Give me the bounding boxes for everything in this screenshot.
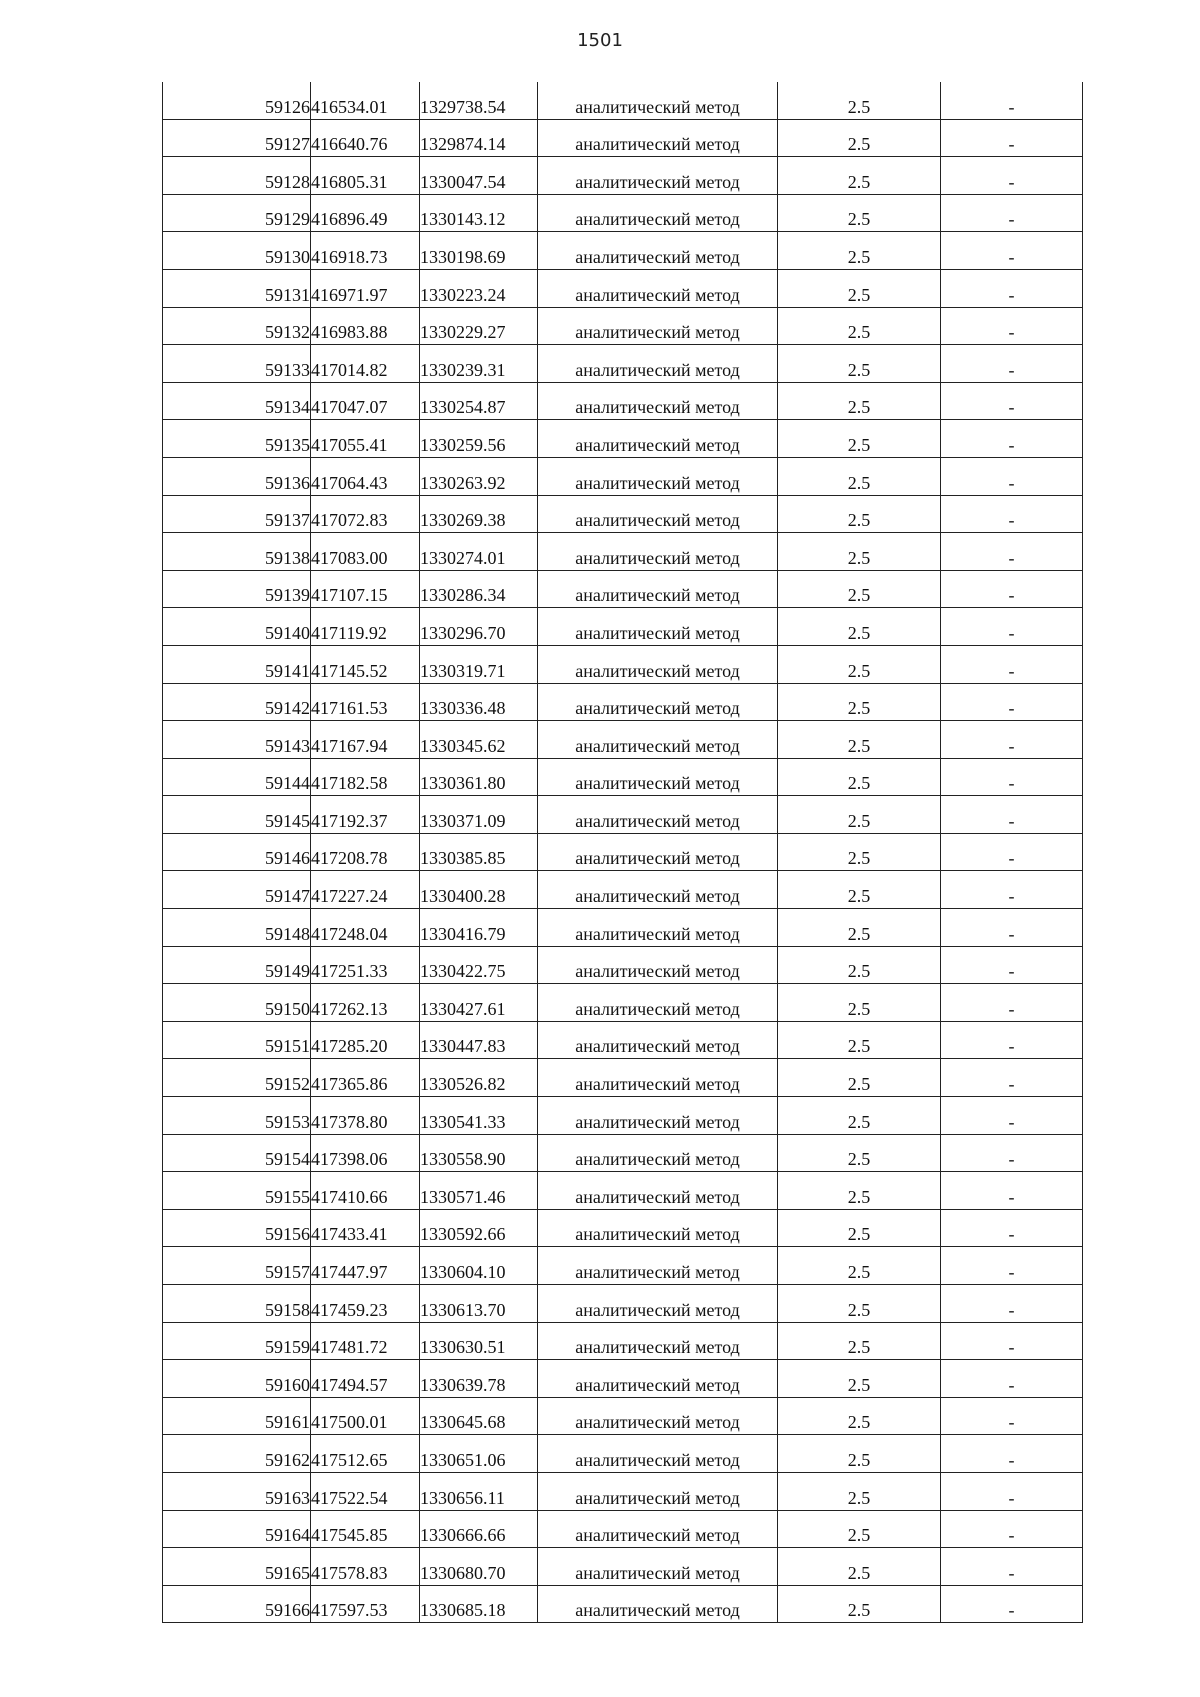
y-coordinate-cell: 1330371.09 bbox=[420, 796, 538, 834]
y-coordinate-cell: 1330416.79 bbox=[420, 909, 538, 947]
x-coordinate-cell: 416971.97 bbox=[311, 269, 420, 307]
point-number-cell: 59131 bbox=[163, 269, 311, 307]
table-row bbox=[163, 1548, 1083, 1586]
method-cell: аналитический метод bbox=[538, 833, 778, 871]
table-row bbox=[163, 1585, 1083, 1623]
note-cell: - bbox=[941, 1510, 1083, 1548]
accuracy-cell: 2.5 bbox=[778, 269, 941, 307]
y-coordinate-cell: 1330666.66 bbox=[420, 1510, 538, 1548]
method-cell: аналитический метод bbox=[538, 1360, 778, 1398]
x-coordinate-cell: 417119.92 bbox=[311, 608, 420, 646]
method-cell: аналитический метод bbox=[538, 871, 778, 909]
accuracy-cell: 2.5 bbox=[778, 1585, 941, 1623]
table-row bbox=[163, 683, 1083, 721]
point-number-cell: 59159 bbox=[163, 1322, 311, 1360]
x-coordinate-cell: 417398.06 bbox=[311, 1134, 420, 1172]
accuracy-cell: 2.5 bbox=[778, 1021, 941, 1059]
x-coordinate-cell: 417182.58 bbox=[311, 758, 420, 796]
point-number-cell: 59140 bbox=[163, 608, 311, 646]
note-cell: - bbox=[941, 608, 1083, 646]
note-cell: - bbox=[941, 1360, 1083, 1398]
note-cell: - bbox=[941, 570, 1083, 608]
note-cell: - bbox=[941, 1435, 1083, 1473]
method-cell: аналитический метод bbox=[538, 946, 778, 984]
accuracy-cell: 2.5 bbox=[778, 382, 941, 420]
table-row bbox=[163, 608, 1083, 646]
point-number-cell: 59132 bbox=[163, 307, 311, 345]
x-coordinate-cell: 417145.52 bbox=[311, 645, 420, 683]
y-coordinate-cell: 1330645.68 bbox=[420, 1397, 538, 1435]
accuracy-cell: 2.5 bbox=[778, 1548, 941, 1586]
x-coordinate-cell: 417378.80 bbox=[311, 1097, 420, 1135]
x-coordinate-cell: 417014.82 bbox=[311, 345, 420, 383]
point-number-cell: 59137 bbox=[163, 495, 311, 533]
note-cell: - bbox=[941, 1285, 1083, 1323]
note-cell: - bbox=[941, 307, 1083, 345]
point-number-cell: 59147 bbox=[163, 871, 311, 909]
table-row bbox=[163, 1510, 1083, 1548]
method-cell: аналитический метод bbox=[538, 909, 778, 947]
x-coordinate-cell: 417083.00 bbox=[311, 533, 420, 571]
method-cell: аналитический метод bbox=[538, 457, 778, 495]
point-number-cell: 59128 bbox=[163, 157, 311, 195]
point-number-cell: 59130 bbox=[163, 232, 311, 270]
x-coordinate-cell: 417522.54 bbox=[311, 1472, 420, 1510]
x-coordinate-cell: 417494.57 bbox=[311, 1360, 420, 1398]
table-row bbox=[163, 1134, 1083, 1172]
method-cell: аналитический метод bbox=[538, 1209, 778, 1247]
note-cell: - bbox=[941, 721, 1083, 759]
accuracy-cell: 2.5 bbox=[778, 1397, 941, 1435]
table-row bbox=[163, 833, 1083, 871]
table-row bbox=[163, 345, 1083, 383]
note-cell: - bbox=[941, 1548, 1083, 1586]
table-row bbox=[163, 796, 1083, 834]
note-cell: - bbox=[941, 1097, 1083, 1135]
x-coordinate-cell: 417447.97 bbox=[311, 1247, 420, 1285]
method-cell: аналитический метод bbox=[538, 119, 778, 157]
x-coordinate-cell: 417500.01 bbox=[311, 1397, 420, 1435]
y-coordinate-cell: 1330613.70 bbox=[420, 1285, 538, 1323]
x-coordinate-cell: 417512.65 bbox=[311, 1435, 420, 1473]
table-row bbox=[163, 307, 1083, 345]
method-cell: аналитический метод bbox=[538, 194, 778, 232]
y-coordinate-cell: 1330680.70 bbox=[420, 1548, 538, 1586]
table-row bbox=[163, 758, 1083, 796]
note-cell: - bbox=[941, 119, 1083, 157]
note-cell: - bbox=[941, 1322, 1083, 1360]
x-coordinate-cell: 417459.23 bbox=[311, 1285, 420, 1323]
table-row bbox=[163, 495, 1083, 533]
note-cell: - bbox=[941, 82, 1083, 119]
table-row bbox=[163, 1472, 1083, 1510]
point-number-cell: 59153 bbox=[163, 1097, 311, 1135]
accuracy-cell: 2.5 bbox=[778, 871, 941, 909]
method-cell: аналитический метод bbox=[538, 721, 778, 759]
note-cell: - bbox=[941, 1134, 1083, 1172]
y-coordinate-cell: 1330427.61 bbox=[420, 984, 538, 1022]
table-row bbox=[163, 457, 1083, 495]
note-cell: - bbox=[941, 796, 1083, 834]
y-coordinate-cell: 1330526.82 bbox=[420, 1059, 538, 1097]
x-coordinate-cell: 416805.31 bbox=[311, 157, 420, 195]
table-row bbox=[163, 721, 1083, 759]
y-coordinate-cell: 1330229.27 bbox=[420, 307, 538, 345]
accuracy-cell: 2.5 bbox=[778, 683, 941, 721]
table-body bbox=[163, 82, 1083, 1623]
point-number-cell: 59127 bbox=[163, 119, 311, 157]
method-cell: аналитический метод bbox=[538, 1322, 778, 1360]
accuracy-cell: 2.5 bbox=[778, 833, 941, 871]
method-cell: аналитический метод bbox=[538, 570, 778, 608]
x-coordinate-cell: 417064.43 bbox=[311, 457, 420, 495]
point-number-cell: 59150 bbox=[163, 984, 311, 1022]
point-number-cell: 59136 bbox=[163, 457, 311, 495]
accuracy-cell: 2.5 bbox=[778, 194, 941, 232]
y-coordinate-cell: 1330345.62 bbox=[420, 721, 538, 759]
point-number-cell: 59148 bbox=[163, 909, 311, 947]
table-row bbox=[163, 119, 1083, 157]
y-coordinate-cell: 1330541.33 bbox=[420, 1097, 538, 1135]
accuracy-cell: 2.5 bbox=[778, 533, 941, 571]
method-cell: аналитический метод bbox=[538, 984, 778, 1022]
point-number-cell: 59135 bbox=[163, 420, 311, 458]
y-coordinate-cell: 1330223.24 bbox=[420, 269, 538, 307]
accuracy-cell: 2.5 bbox=[778, 1059, 941, 1097]
accuracy-cell: 2.5 bbox=[778, 1247, 941, 1285]
note-cell: - bbox=[941, 232, 1083, 270]
y-coordinate-cell: 1330685.18 bbox=[420, 1585, 538, 1623]
note-cell: - bbox=[941, 833, 1083, 871]
point-number-cell: 59160 bbox=[163, 1360, 311, 1398]
accuracy-cell: 2.5 bbox=[778, 909, 941, 947]
note-cell: - bbox=[941, 1397, 1083, 1435]
x-coordinate-cell: 417251.33 bbox=[311, 946, 420, 984]
x-coordinate-cell: 416896.49 bbox=[311, 194, 420, 232]
table-row bbox=[163, 1360, 1083, 1398]
y-coordinate-cell: 1330296.70 bbox=[420, 608, 538, 646]
table-row bbox=[163, 1285, 1083, 1323]
table-row bbox=[163, 645, 1083, 683]
method-cell: аналитический метод bbox=[538, 382, 778, 420]
accuracy-cell: 2.5 bbox=[778, 1510, 941, 1548]
x-coordinate-cell: 417410.66 bbox=[311, 1172, 420, 1210]
y-coordinate-cell: 1330254.87 bbox=[420, 382, 538, 420]
x-coordinate-cell: 417285.20 bbox=[311, 1021, 420, 1059]
point-number-cell: 59133 bbox=[163, 345, 311, 383]
note-cell: - bbox=[941, 269, 1083, 307]
x-coordinate-cell: 417262.13 bbox=[311, 984, 420, 1022]
accuracy-cell: 2.5 bbox=[778, 758, 941, 796]
table-row bbox=[163, 1435, 1083, 1473]
point-number-cell: 59141 bbox=[163, 645, 311, 683]
point-number-cell: 59158 bbox=[163, 1285, 311, 1323]
y-coordinate-cell: 1330198.69 bbox=[420, 232, 538, 270]
accuracy-cell: 2.5 bbox=[778, 1134, 941, 1172]
accuracy-cell: 2.5 bbox=[778, 1285, 941, 1323]
table-row bbox=[163, 1247, 1083, 1285]
note-cell: - bbox=[941, 1021, 1083, 1059]
y-coordinate-cell: 1330239.31 bbox=[420, 345, 538, 383]
accuracy-cell: 2.5 bbox=[778, 645, 941, 683]
y-coordinate-cell: 1330269.38 bbox=[420, 495, 538, 533]
accuracy-cell: 2.5 bbox=[778, 1435, 941, 1473]
x-coordinate-cell: 416983.88 bbox=[311, 307, 420, 345]
accuracy-cell: 2.5 bbox=[778, 1097, 941, 1135]
x-coordinate-cell: 417072.83 bbox=[311, 495, 420, 533]
note-cell: - bbox=[941, 533, 1083, 571]
note-cell: - bbox=[941, 345, 1083, 383]
accuracy-cell: 2.5 bbox=[778, 457, 941, 495]
x-coordinate-cell: 416534.01 bbox=[311, 82, 420, 119]
x-coordinate-cell: 417545.85 bbox=[311, 1510, 420, 1548]
table-row bbox=[163, 1397, 1083, 1435]
point-number-cell: 59126 bbox=[163, 82, 311, 119]
accuracy-cell: 2.5 bbox=[778, 984, 941, 1022]
method-cell: аналитический метод bbox=[538, 1397, 778, 1435]
method-cell: аналитический метод bbox=[538, 1472, 778, 1510]
method-cell: аналитический метод bbox=[538, 796, 778, 834]
table-row bbox=[163, 420, 1083, 458]
accuracy-cell: 2.5 bbox=[778, 345, 941, 383]
x-coordinate-cell: 417107.15 bbox=[311, 570, 420, 608]
accuracy-cell: 2.5 bbox=[778, 721, 941, 759]
page-number: 1501 bbox=[577, 30, 623, 51]
point-number-cell: 59145 bbox=[163, 796, 311, 834]
table-row bbox=[163, 1209, 1083, 1247]
table-row bbox=[163, 82, 1083, 119]
accuracy-cell: 2.5 bbox=[778, 1172, 941, 1210]
point-number-cell: 59155 bbox=[163, 1172, 311, 1210]
accuracy-cell: 2.5 bbox=[778, 1322, 941, 1360]
x-coordinate-cell: 417208.78 bbox=[311, 833, 420, 871]
x-coordinate-cell: 417227.24 bbox=[311, 871, 420, 909]
y-coordinate-cell: 1330651.06 bbox=[420, 1435, 538, 1473]
y-coordinate-cell: 1330274.01 bbox=[420, 533, 538, 571]
point-number-cell: 59164 bbox=[163, 1510, 311, 1548]
point-number-cell: 59134 bbox=[163, 382, 311, 420]
y-coordinate-cell: 1330571.46 bbox=[420, 1172, 538, 1210]
point-number-cell: 59156 bbox=[163, 1209, 311, 1247]
note-cell: - bbox=[941, 1209, 1083, 1247]
method-cell: аналитический метод bbox=[538, 683, 778, 721]
method-cell: аналитический метод bbox=[538, 1585, 778, 1623]
y-coordinate-cell: 1330604.10 bbox=[420, 1247, 538, 1285]
x-coordinate-cell: 417365.86 bbox=[311, 1059, 420, 1097]
x-coordinate-cell: 417481.72 bbox=[311, 1322, 420, 1360]
table-row bbox=[163, 269, 1083, 307]
y-coordinate-cell: 1330400.28 bbox=[420, 871, 538, 909]
x-coordinate-cell: 416640.76 bbox=[311, 119, 420, 157]
point-number-cell: 59166 bbox=[163, 1585, 311, 1623]
y-coordinate-cell: 1330143.12 bbox=[420, 194, 538, 232]
x-coordinate-cell: 417055.41 bbox=[311, 420, 420, 458]
x-coordinate-cell: 417597.53 bbox=[311, 1585, 420, 1623]
method-cell: аналитический метод bbox=[538, 1021, 778, 1059]
table-row bbox=[163, 1097, 1083, 1135]
accuracy-cell: 2.5 bbox=[778, 946, 941, 984]
accuracy-cell: 2.5 bbox=[778, 796, 941, 834]
point-number-cell: 59144 bbox=[163, 758, 311, 796]
method-cell: аналитический метод bbox=[538, 608, 778, 646]
note-cell: - bbox=[941, 758, 1083, 796]
accuracy-cell: 2.5 bbox=[778, 82, 941, 119]
point-number-cell: 59142 bbox=[163, 683, 311, 721]
point-number-cell: 59129 bbox=[163, 194, 311, 232]
point-number-cell: 59152 bbox=[163, 1059, 311, 1097]
point-number-cell: 59161 bbox=[163, 1397, 311, 1435]
note-cell: - bbox=[941, 645, 1083, 683]
note-cell: - bbox=[941, 683, 1083, 721]
accuracy-cell: 2.5 bbox=[778, 495, 941, 533]
x-coordinate-cell: 417192.37 bbox=[311, 796, 420, 834]
table-row bbox=[163, 194, 1083, 232]
table-row bbox=[163, 984, 1083, 1022]
note-cell: - bbox=[941, 157, 1083, 195]
table-row bbox=[163, 909, 1083, 947]
note-cell: - bbox=[941, 1059, 1083, 1097]
note-cell: - bbox=[941, 946, 1083, 984]
note-cell: - bbox=[941, 984, 1083, 1022]
y-coordinate-cell: 1330259.56 bbox=[420, 420, 538, 458]
accuracy-cell: 2.5 bbox=[778, 119, 941, 157]
point-number-cell: 59163 bbox=[163, 1472, 311, 1510]
table-row bbox=[163, 232, 1083, 270]
method-cell: аналитический метод bbox=[538, 345, 778, 383]
table-row bbox=[163, 871, 1083, 909]
point-number-cell: 59157 bbox=[163, 1247, 311, 1285]
x-coordinate-cell: 417047.07 bbox=[311, 382, 420, 420]
note-cell: - bbox=[941, 1172, 1083, 1210]
point-number-cell: 59143 bbox=[163, 721, 311, 759]
y-coordinate-cell: 1330558.90 bbox=[420, 1134, 538, 1172]
table-row bbox=[163, 1059, 1083, 1097]
note-cell: - bbox=[941, 194, 1083, 232]
note-cell: - bbox=[941, 495, 1083, 533]
x-coordinate-cell: 417578.83 bbox=[311, 1548, 420, 1586]
x-coordinate-cell: 416918.73 bbox=[311, 232, 420, 270]
method-cell: аналитический метод bbox=[538, 1435, 778, 1473]
point-number-cell: 59151 bbox=[163, 1021, 311, 1059]
point-number-cell: 59146 bbox=[163, 833, 311, 871]
accuracy-cell: 2.5 bbox=[778, 232, 941, 270]
point-number-cell: 59138 bbox=[163, 533, 311, 571]
point-number-cell: 59139 bbox=[163, 570, 311, 608]
y-coordinate-cell: 1330263.92 bbox=[420, 457, 538, 495]
accuracy-cell: 2.5 bbox=[778, 608, 941, 646]
coordinates-table bbox=[162, 82, 1083, 1623]
method-cell: аналитический метод bbox=[538, 533, 778, 571]
point-number-cell: 59149 bbox=[163, 946, 311, 984]
y-coordinate-cell: 1330385.85 bbox=[420, 833, 538, 871]
note-cell: - bbox=[941, 1247, 1083, 1285]
y-coordinate-cell: 1330319.71 bbox=[420, 645, 538, 683]
x-coordinate-cell: 417161.53 bbox=[311, 683, 420, 721]
y-coordinate-cell: 1330422.75 bbox=[420, 946, 538, 984]
method-cell: аналитический метод bbox=[538, 157, 778, 195]
y-coordinate-cell: 1330447.83 bbox=[420, 1021, 538, 1059]
table-row bbox=[163, 570, 1083, 608]
accuracy-cell: 2.5 bbox=[778, 157, 941, 195]
note-cell: - bbox=[941, 871, 1083, 909]
table-row bbox=[163, 382, 1083, 420]
y-coordinate-cell: 1330630.51 bbox=[420, 1322, 538, 1360]
y-coordinate-cell: 1330592.66 bbox=[420, 1209, 538, 1247]
note-cell: - bbox=[941, 1472, 1083, 1510]
note-cell: - bbox=[941, 909, 1083, 947]
method-cell: аналитический метод bbox=[538, 1134, 778, 1172]
y-coordinate-cell: 1330639.78 bbox=[420, 1360, 538, 1398]
accuracy-cell: 2.5 bbox=[778, 307, 941, 345]
y-coordinate-cell: 1330286.34 bbox=[420, 570, 538, 608]
point-number-cell: 59154 bbox=[163, 1134, 311, 1172]
y-coordinate-cell: 1330361.80 bbox=[420, 758, 538, 796]
y-coordinate-cell: 1330336.48 bbox=[420, 683, 538, 721]
method-cell: аналитический метод bbox=[538, 1059, 778, 1097]
method-cell: аналитический метод bbox=[538, 269, 778, 307]
method-cell: аналитический метод bbox=[538, 420, 778, 458]
note-cell: - bbox=[941, 457, 1083, 495]
note-cell: - bbox=[941, 420, 1083, 458]
table-row bbox=[163, 157, 1083, 195]
x-coordinate-cell: 417167.94 bbox=[311, 721, 420, 759]
accuracy-cell: 2.5 bbox=[778, 570, 941, 608]
method-cell: аналитический метод bbox=[538, 1548, 778, 1586]
method-cell: аналитический метод bbox=[538, 758, 778, 796]
accuracy-cell: 2.5 bbox=[778, 1209, 941, 1247]
accuracy-cell: 2.5 bbox=[778, 1472, 941, 1510]
table-row bbox=[163, 533, 1083, 571]
table-row bbox=[163, 946, 1083, 984]
y-coordinate-cell: 1329738.54 bbox=[420, 82, 538, 119]
method-cell: аналитический метод bbox=[538, 82, 778, 119]
method-cell: аналитический метод bbox=[538, 1510, 778, 1548]
method-cell: аналитический метод bbox=[538, 1285, 778, 1323]
point-number-cell: 59165 bbox=[163, 1548, 311, 1586]
x-coordinate-cell: 417248.04 bbox=[311, 909, 420, 947]
y-coordinate-cell: 1330656.11 bbox=[420, 1472, 538, 1510]
method-cell: аналитический метод bbox=[538, 495, 778, 533]
accuracy-cell: 2.5 bbox=[778, 1360, 941, 1398]
x-coordinate-cell: 417433.41 bbox=[311, 1209, 420, 1247]
y-coordinate-cell: 1330047.54 bbox=[420, 157, 538, 195]
table-row bbox=[163, 1021, 1083, 1059]
accuracy-cell: 2.5 bbox=[778, 420, 941, 458]
table-row bbox=[163, 1172, 1083, 1210]
y-coordinate-cell: 1329874.14 bbox=[420, 119, 538, 157]
method-cell: аналитический метод bbox=[538, 232, 778, 270]
table-row bbox=[163, 1322, 1083, 1360]
note-cell: - bbox=[941, 1585, 1083, 1623]
method-cell: аналитический метод bbox=[538, 307, 778, 345]
method-cell: аналитический метод bbox=[538, 1097, 778, 1135]
method-cell: аналитический метод bbox=[538, 1247, 778, 1285]
note-cell: - bbox=[941, 382, 1083, 420]
point-number-cell: 59162 bbox=[163, 1435, 311, 1473]
method-cell: аналитический метод bbox=[538, 645, 778, 683]
method-cell: аналитический метод bbox=[538, 1172, 778, 1210]
